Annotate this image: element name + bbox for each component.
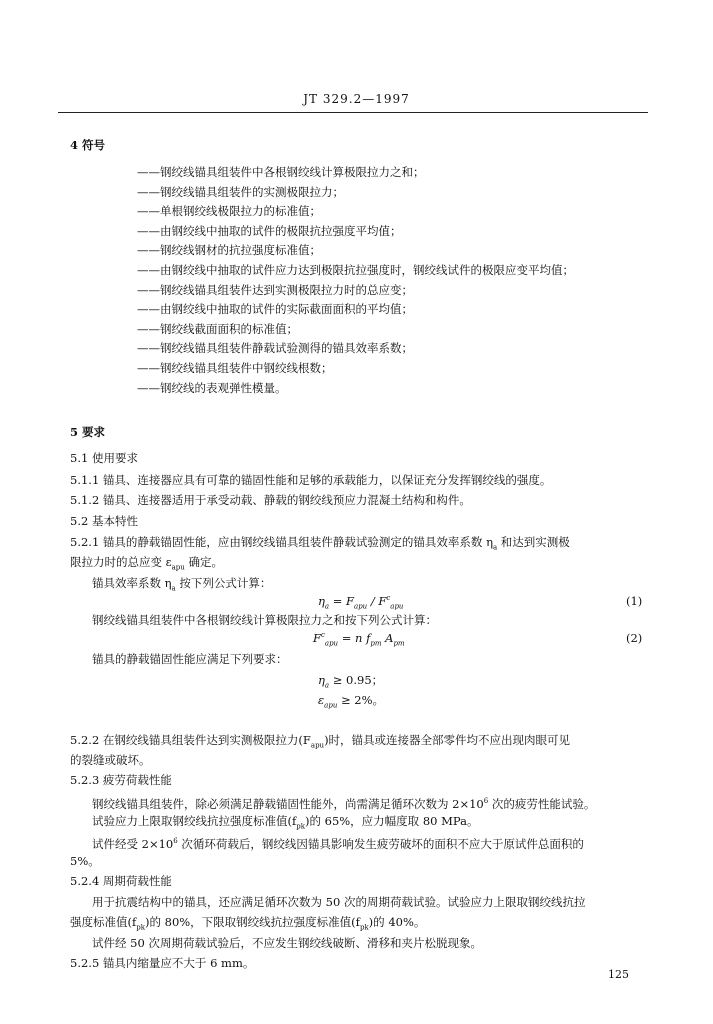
symbol-text: ——由钢绞线中抽取的试件应力达到极限抗拉强度时，钢绞线试件的极限应变平均值； <box>137 263 574 277</box>
equation-2: $F^c_{apu} = n$ $f_{pm}$ $A_{pm}$ <box>313 631 405 648</box>
clause-5-2-2-line2: 的裂缝或破坏。 <box>70 753 151 767</box>
symbol-text: ——钢绞线锚具组装件中各根钢绞线计算极限拉力之和； <box>137 165 425 179</box>
clause-5-2-4-para1: 用于抗震结构中的锚具，还应满足循环次数为 50 次的周期荷载试验。试验应力上限取钢绞线抗拉 <box>92 895 586 909</box>
symbol-text: ——钢绞线锚具组装件静载试验测得的锚具效率系数； <box>137 341 413 356</box>
symbol-text: ——钢绞线的表观弹性模量。 <box>137 380 287 395</box>
calc-intro-1: 锚具效率系数 $\eta_a$ 按下列公式计算： <box>92 576 272 593</box>
section-4-title: 4 符号 <box>70 138 106 152</box>
header-rule <box>58 112 648 113</box>
standard-code-header: JT 329.2—1997 <box>303 92 410 106</box>
clause-5-2-3-para1: 钢绞线锚具组装件，除必须满足静载锚固性能外，尚需满足循环次数为 $2\times 10^6$ 次的疲劳性能试验。 <box>92 796 596 811</box>
section-5-title: 5 要求 <box>70 425 106 439</box>
symbol-text: ——钢绞线钢材的抗拉强度标准值； <box>137 243 321 258</box>
symbol-text: ——钢绞线锚具组装件达到实测极限拉力时的总应变； <box>137 282 413 297</box>
clause-5-2-4-para2: 试件经 50 次周期荷载试验后，不应发生钢绞线破断、滑移和夹片松脱现象。 <box>92 936 482 950</box>
clause-5-2-4: 5.2.4 周期荷载性能 <box>70 874 172 888</box>
clause-5-1-1: 5.1.1 锚具、连接器应具有可靠的锚固性能和足够的承载能力，以保证充分发挥钢绞线的强度。 <box>70 473 552 487</box>
clause-5-1: 5.1 使用要求 <box>70 451 138 465</box>
clause-5-2-4-para1-cont: 强度标准值$(f_{pk})$的 80%，下限取钢绞线抗拉强度标准值$(f_{pk})$的 40%。 <box>70 915 426 932</box>
equation-1-number: (1) <box>626 594 643 608</box>
clause-5-2-3-para3: 试件经受 $2\times 10^6$ 次循环荷载后，钢绞线因锚具影响发生疲劳破坏的面积不应大于原试件总面积的 <box>92 836 584 851</box>
symbol-text: ——单根钢绞线极限拉力的标准值； <box>137 204 321 219</box>
clause-5-2-3: 5.2.3 疲劳荷载性能 <box>70 773 172 787</box>
clause-5-2-1-line1: 5.2.1 锚具的静载锚固性能，应由钢绞线锚具组装件静载试验测定的锚具效率系数 $\eta_a$ 和达到实测极 <box>70 535 570 552</box>
clause-5-2-3-para3-cont: 5%。 <box>70 854 100 868</box>
clause-5-2: 5.2 基本特性 <box>70 514 138 528</box>
clause-5-2-2-line1: 5.2.2 在钢绞线锚具组装件达到实测极限拉力$(F_{apu})$时，锚具或连接器全部零件均不应出现肉眼可见 <box>70 733 571 750</box>
symbol-text: ——钢绞线锚具组装件中钢绞线根数； <box>137 361 333 375</box>
equation-1: $\eta_a = F_{apu} / F^c_{apu}$ <box>318 594 404 611</box>
symbol-text: ——钢绞线锚具组装件的实测极限拉力； <box>137 184 344 199</box>
clause-5-2-5: 5.2.5 锚具内缩量应不大于 6 mm。 <box>70 956 255 970</box>
symbol-text: ——由钢绞线中抽取的试件的极限抗拉强度平均值； <box>137 223 402 238</box>
symbol-text: ——由钢绞线中抽取的试件的实际截面面积的平均值； <box>137 302 413 317</box>
requirement-efficiency: $\eta_a \ge 0.95$； <box>318 673 384 690</box>
calc-intro-3: 锚具的静载锚固性能应满足下列要求： <box>92 652 288 666</box>
clause-5-1-2: 5.1.2 锚具、连接器适用于承受动载、静载的钢绞线预应力混凝土结构和构件。 <box>70 493 471 507</box>
requirement-strain: $\varepsilon_{apu} \ge 2\%$。 <box>318 693 385 710</box>
equation-2-number: (2) <box>626 631 643 645</box>
clause-5-2-1-line2: 限拉力时的总应变 $\varepsilon_{apu}$ 确定。 <box>70 555 223 572</box>
page-number: 125 <box>608 968 629 981</box>
clause-5-2-3-para2: 试验应力上限取钢绞线抗拉强度标准值$(f_{pk})$的 65%，应力幅度取 80 MPa。 <box>92 814 479 831</box>
symbol-text: ——钢绞线截面面积的标准值； <box>137 321 298 336</box>
calc-intro-2: 钢绞线锚具组装件中各根钢绞线计算极限拉力之和按下列公式计算： <box>92 613 437 627</box>
